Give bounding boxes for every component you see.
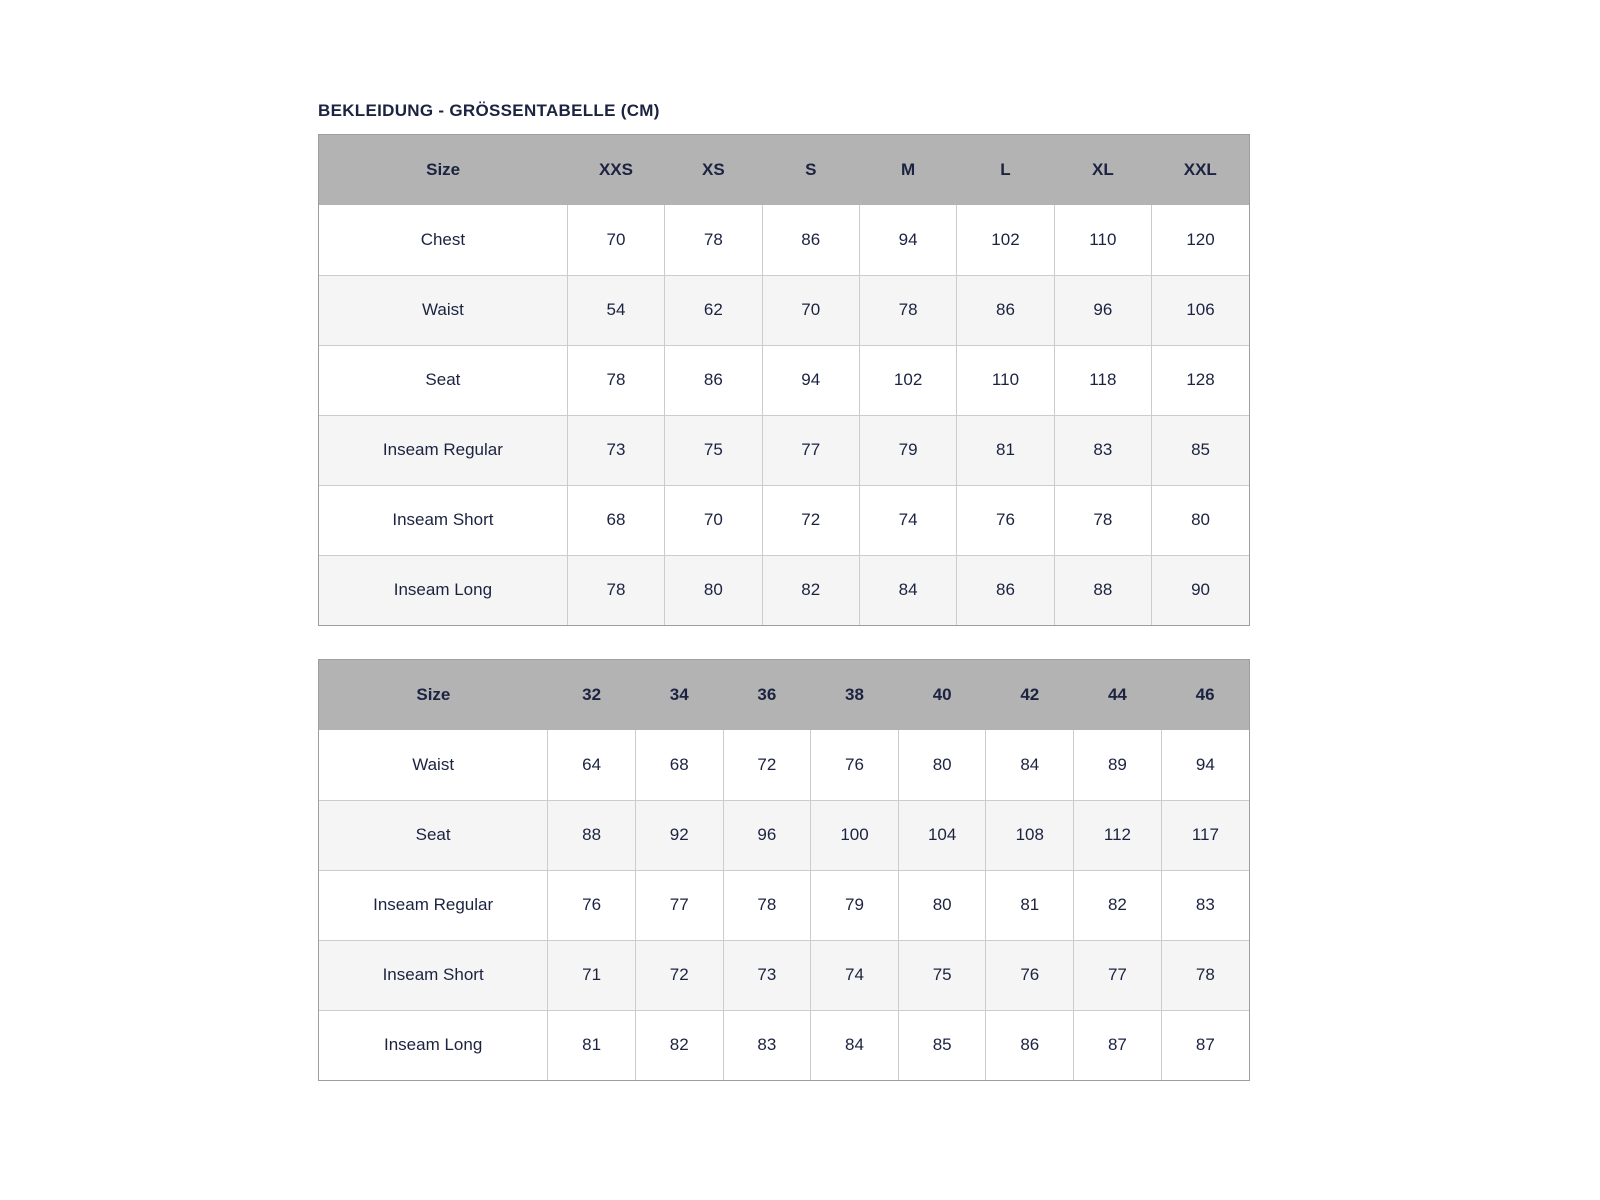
row-label: Seat <box>319 345 567 415</box>
measurement-cell: 79 <box>811 870 899 940</box>
measurement-cell: 81 <box>548 1010 636 1080</box>
measurement-cell: 86 <box>762 205 859 275</box>
measurement-cell: 108 <box>986 800 1074 870</box>
measurement-cell: 96 <box>723 800 811 870</box>
measurement-cell: 80 <box>898 870 986 940</box>
measurement-cell: 64 <box>548 730 636 800</box>
measurement-cell: 87 <box>1161 1010 1249 1080</box>
measurement-cell: 86 <box>957 555 1054 625</box>
measurement-cell: 84 <box>811 1010 899 1080</box>
measurement-cell: 81 <box>986 870 1074 940</box>
measurement-cell: 84 <box>859 555 956 625</box>
measurement-cell: 100 <box>811 800 899 870</box>
size-header-xxl: XXL <box>1152 135 1249 205</box>
row-label: Waist <box>319 730 548 800</box>
measurement-cell: 73 <box>567 415 664 485</box>
measurement-cell: 82 <box>762 555 859 625</box>
row-label: Inseam Long <box>319 1010 548 1080</box>
measurement-cell: 77 <box>635 870 723 940</box>
measurement-cell: 84 <box>986 730 1074 800</box>
measurement-cell: 68 <box>567 485 664 555</box>
size-header-36: 36 <box>723 660 811 730</box>
table-row <box>319 940 1249 1010</box>
size-header-46: 46 <box>1161 660 1249 730</box>
measurement-cell: 78 <box>1161 940 1249 1010</box>
table-row <box>319 870 1249 940</box>
measurement-cell: 78 <box>1054 485 1151 555</box>
measurement-cell: 76 <box>986 940 1074 1010</box>
measurement-cell: 85 <box>1152 415 1249 485</box>
measurement-cell: 76 <box>548 870 636 940</box>
page-title: BEKLEIDUNG - GRÖSSENTABELLE (CM) <box>318 101 660 120</box>
numeric-size-table-frame <box>318 659 1250 1081</box>
measurement-cell: 54 <box>567 275 664 345</box>
alpha-size-table-frame <box>318 134 1250 626</box>
measurement-cell: 110 <box>1054 205 1151 275</box>
row-label: Inseam Short <box>319 940 548 1010</box>
table-row <box>319 1010 1249 1080</box>
measurement-cell: 77 <box>762 415 859 485</box>
measurement-cell: 80 <box>898 730 986 800</box>
measurement-cell: 85 <box>898 1010 986 1080</box>
row-label: Inseam Regular <box>319 870 548 940</box>
header-row <box>319 660 1249 730</box>
size-header-42: 42 <box>986 660 1074 730</box>
table-row <box>319 555 1249 625</box>
measurement-cell: 75 <box>898 940 986 1010</box>
clothing-size-table-alpha <box>319 135 1249 625</box>
size-header-xs: XS <box>665 135 762 205</box>
measurement-cell: 96 <box>1054 275 1151 345</box>
measurement-cell: 112 <box>1074 800 1162 870</box>
measurement-cell: 74 <box>811 940 899 1010</box>
measurement-cell: 70 <box>762 275 859 345</box>
row-label: Seat <box>319 800 548 870</box>
measurement-cell: 102 <box>859 345 956 415</box>
measurement-cell: 82 <box>635 1010 723 1080</box>
measurement-cell: 71 <box>548 940 636 1010</box>
size-header-s: S <box>762 135 859 205</box>
size-header-34: 34 <box>635 660 723 730</box>
size-header-38: 38 <box>811 660 899 730</box>
size-header-32: 32 <box>548 660 636 730</box>
table-row <box>319 275 1249 345</box>
header-row <box>319 135 1249 205</box>
size-header-xl: XL <box>1054 135 1151 205</box>
measurement-cell: 70 <box>567 205 664 275</box>
measurement-cell: 106 <box>1152 275 1249 345</box>
size-chart-section <box>318 101 1250 1081</box>
table-row <box>319 205 1249 275</box>
measurement-cell: 70 <box>665 485 762 555</box>
measurement-cell: 120 <box>1152 205 1249 275</box>
size-column-header: Size <box>319 660 548 730</box>
measurement-cell: 62 <box>665 275 762 345</box>
row-label: Waist <box>319 275 567 345</box>
size-column-header: Size <box>319 135 567 205</box>
measurement-cell: 78 <box>859 275 956 345</box>
measurement-cell: 87 <box>1074 1010 1162 1080</box>
measurement-cell: 86 <box>957 275 1054 345</box>
measurement-cell: 86 <box>986 1010 1074 1080</box>
measurement-cell: 81 <box>957 415 1054 485</box>
measurement-cell: 94 <box>1161 730 1249 800</box>
table-row <box>319 730 1249 800</box>
measurement-cell: 94 <box>762 345 859 415</box>
measurement-cell: 83 <box>1054 415 1151 485</box>
measurement-cell: 104 <box>898 800 986 870</box>
measurement-cell: 83 <box>723 1010 811 1080</box>
row-label: Inseam Short <box>319 485 567 555</box>
measurement-cell: 82 <box>1074 870 1162 940</box>
measurement-cell: 78 <box>567 555 664 625</box>
row-label: Chest <box>319 205 567 275</box>
measurement-cell: 86 <box>665 345 762 415</box>
measurement-cell: 76 <box>811 730 899 800</box>
size-header-m: M <box>859 135 956 205</box>
table-row <box>319 345 1249 415</box>
measurement-cell: 80 <box>1152 485 1249 555</box>
measurement-cell: 92 <box>635 800 723 870</box>
measurement-cell: 80 <box>665 555 762 625</box>
measurement-cell: 73 <box>723 940 811 1010</box>
measurement-cell: 90 <box>1152 555 1249 625</box>
measurement-cell: 89 <box>1074 730 1162 800</box>
measurement-cell: 78 <box>723 870 811 940</box>
measurement-cell: 76 <box>957 485 1054 555</box>
row-label: Inseam Long <box>319 555 567 625</box>
table-row <box>319 415 1249 485</box>
measurement-cell: 128 <box>1152 345 1249 415</box>
measurement-cell: 68 <box>635 730 723 800</box>
table-row <box>319 485 1249 555</box>
measurement-cell: 78 <box>665 205 762 275</box>
measurement-cell: 72 <box>723 730 811 800</box>
measurement-cell: 72 <box>762 485 859 555</box>
size-header-40: 40 <box>898 660 986 730</box>
clothing-size-table-numeric <box>319 660 1249 1080</box>
measurement-cell: 74 <box>859 485 956 555</box>
measurement-cell: 75 <box>665 415 762 485</box>
table-row <box>319 800 1249 870</box>
measurement-cell: 78 <box>567 345 664 415</box>
size-header-44: 44 <box>1074 660 1162 730</box>
measurement-cell: 94 <box>859 205 956 275</box>
measurement-cell: 83 <box>1161 870 1249 940</box>
measurement-cell: 88 <box>1054 555 1151 625</box>
measurement-cell: 79 <box>859 415 956 485</box>
size-header-xxs: XXS <box>567 135 664 205</box>
measurement-cell: 118 <box>1054 345 1151 415</box>
measurement-cell: 102 <box>957 205 1054 275</box>
measurement-cell: 72 <box>635 940 723 1010</box>
measurement-cell: 110 <box>957 345 1054 415</box>
measurement-cell: 77 <box>1074 940 1162 1010</box>
row-label: Inseam Regular <box>319 415 567 485</box>
measurement-cell: 117 <box>1161 800 1249 870</box>
measurement-cell: 88 <box>548 800 636 870</box>
size-header-l: L <box>957 135 1054 205</box>
